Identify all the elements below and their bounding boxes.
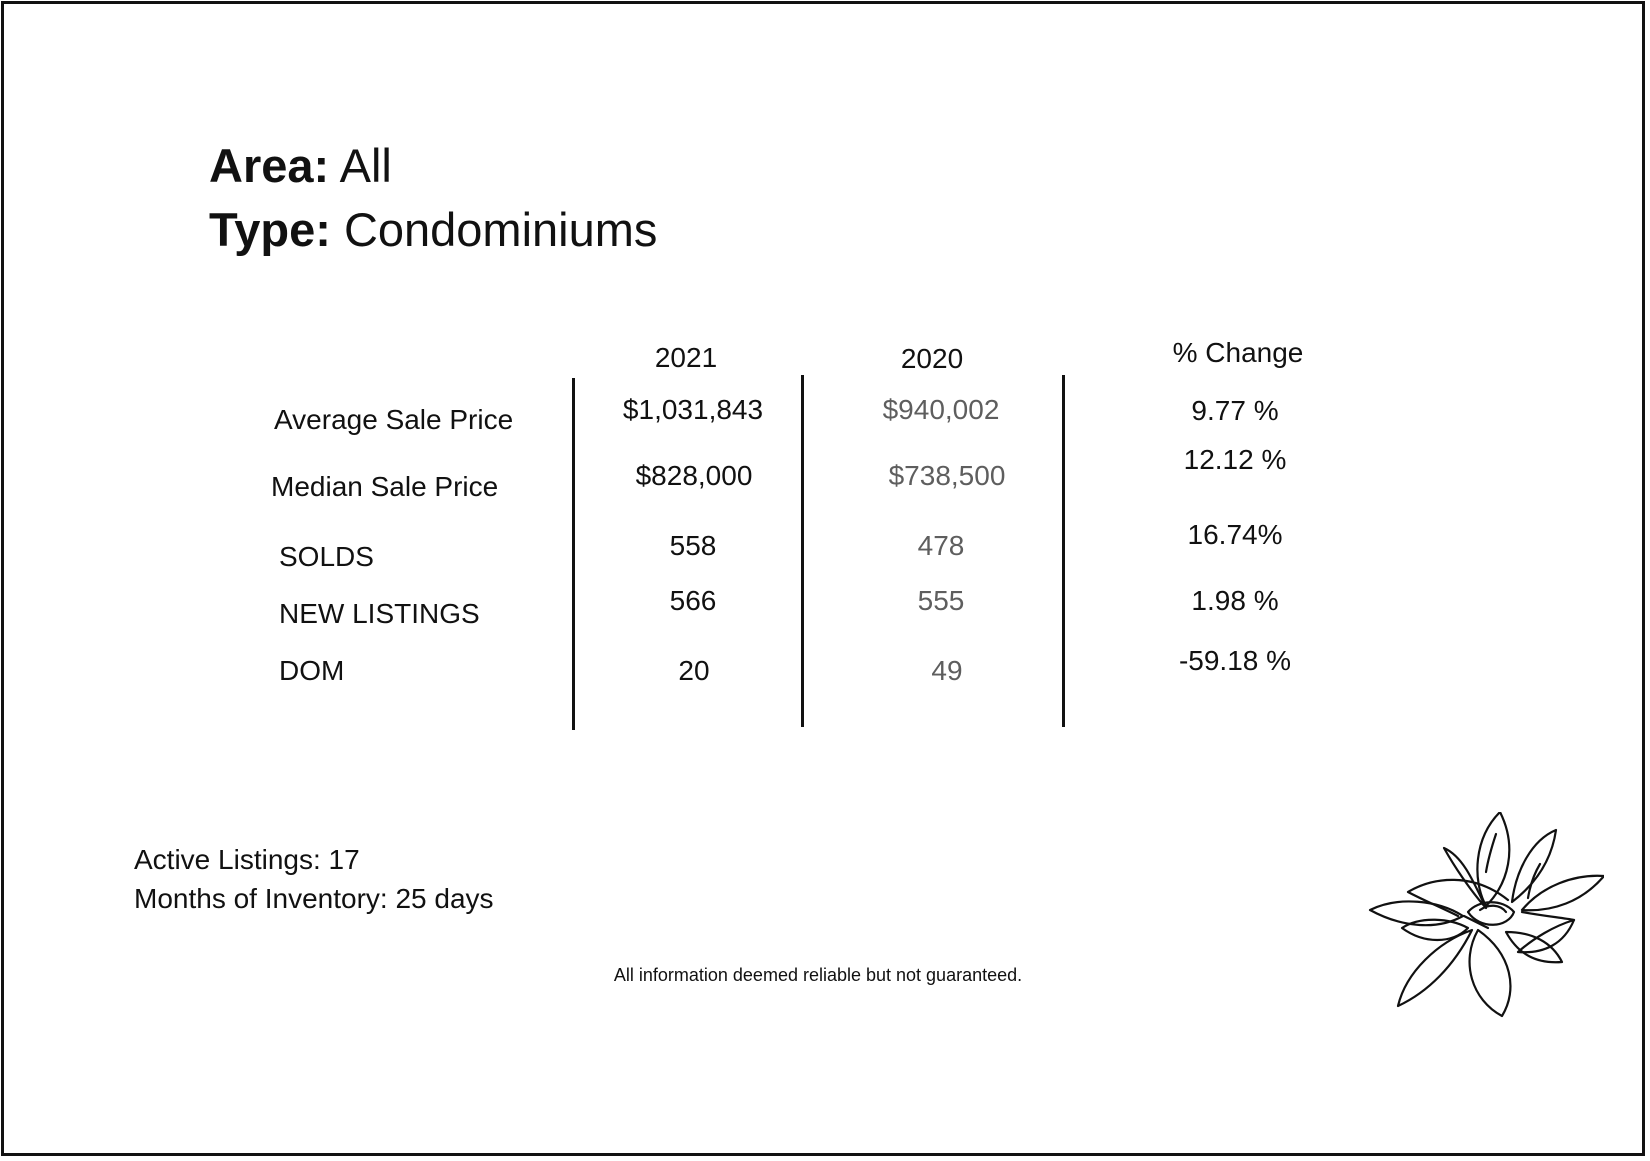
area-value: All xyxy=(339,139,392,192)
cell-2020-average-sale-price: $940,002 xyxy=(882,394,1000,425)
column-header-2020: 2020 xyxy=(900,343,964,374)
cell-2021-new-listings: 566 xyxy=(669,585,717,616)
column-divider xyxy=(572,378,575,730)
column-divider xyxy=(801,375,804,727)
area-label: Area: xyxy=(209,139,330,192)
cell-2020-dom: 49 xyxy=(931,655,963,686)
cell-change-average-sale-price: 9.77 % xyxy=(1191,395,1279,426)
type-value: Condominiums xyxy=(343,203,658,256)
cell-2021-solds: 558 xyxy=(669,530,717,561)
cell-2021-average-sale-price: $1,031,843 xyxy=(622,394,764,425)
type-heading xyxy=(209,203,658,256)
cell-2020-new-listings: 555 xyxy=(917,585,965,616)
column-header-change: % Change xyxy=(1172,337,1304,368)
row-label-solds: SOLDS xyxy=(279,541,374,572)
cell-2021-median-sale-price: $828,000 xyxy=(635,460,753,491)
active-listings: Active Listings: 17 xyxy=(134,844,360,875)
cell-2020-median-sale-price: $738,500 xyxy=(888,460,1006,491)
area-heading xyxy=(209,139,392,192)
type-label: Type: xyxy=(209,203,331,256)
cell-change-new-listings: 1.98 % xyxy=(1191,585,1279,616)
cell-change-median-sale-price: 12.12 % xyxy=(1183,444,1287,475)
column-divider xyxy=(1062,375,1065,727)
row-label-dom: DOM xyxy=(279,655,345,686)
cell-change-dom: -59.18 % xyxy=(1178,645,1292,676)
row-label-median-sale-price: Median Sale Price xyxy=(271,471,499,502)
column-header-2021: 2021 xyxy=(654,342,718,373)
months-of-inventory: Months of Inventory: 25 days xyxy=(134,883,494,914)
disclaimer: All information deemed reliable but not guaranteed. xyxy=(613,965,1023,985)
cell-2021-dom: 20 xyxy=(678,655,710,686)
cell-2020-solds: 478 xyxy=(917,530,965,561)
row-label-average-sale-price: Average Sale Price xyxy=(274,404,514,435)
row-label-new-listings: NEW LISTINGS xyxy=(279,598,480,629)
magnolia-flower-icon xyxy=(1368,812,1604,1018)
cell-change-solds: 16.74% xyxy=(1187,519,1283,550)
